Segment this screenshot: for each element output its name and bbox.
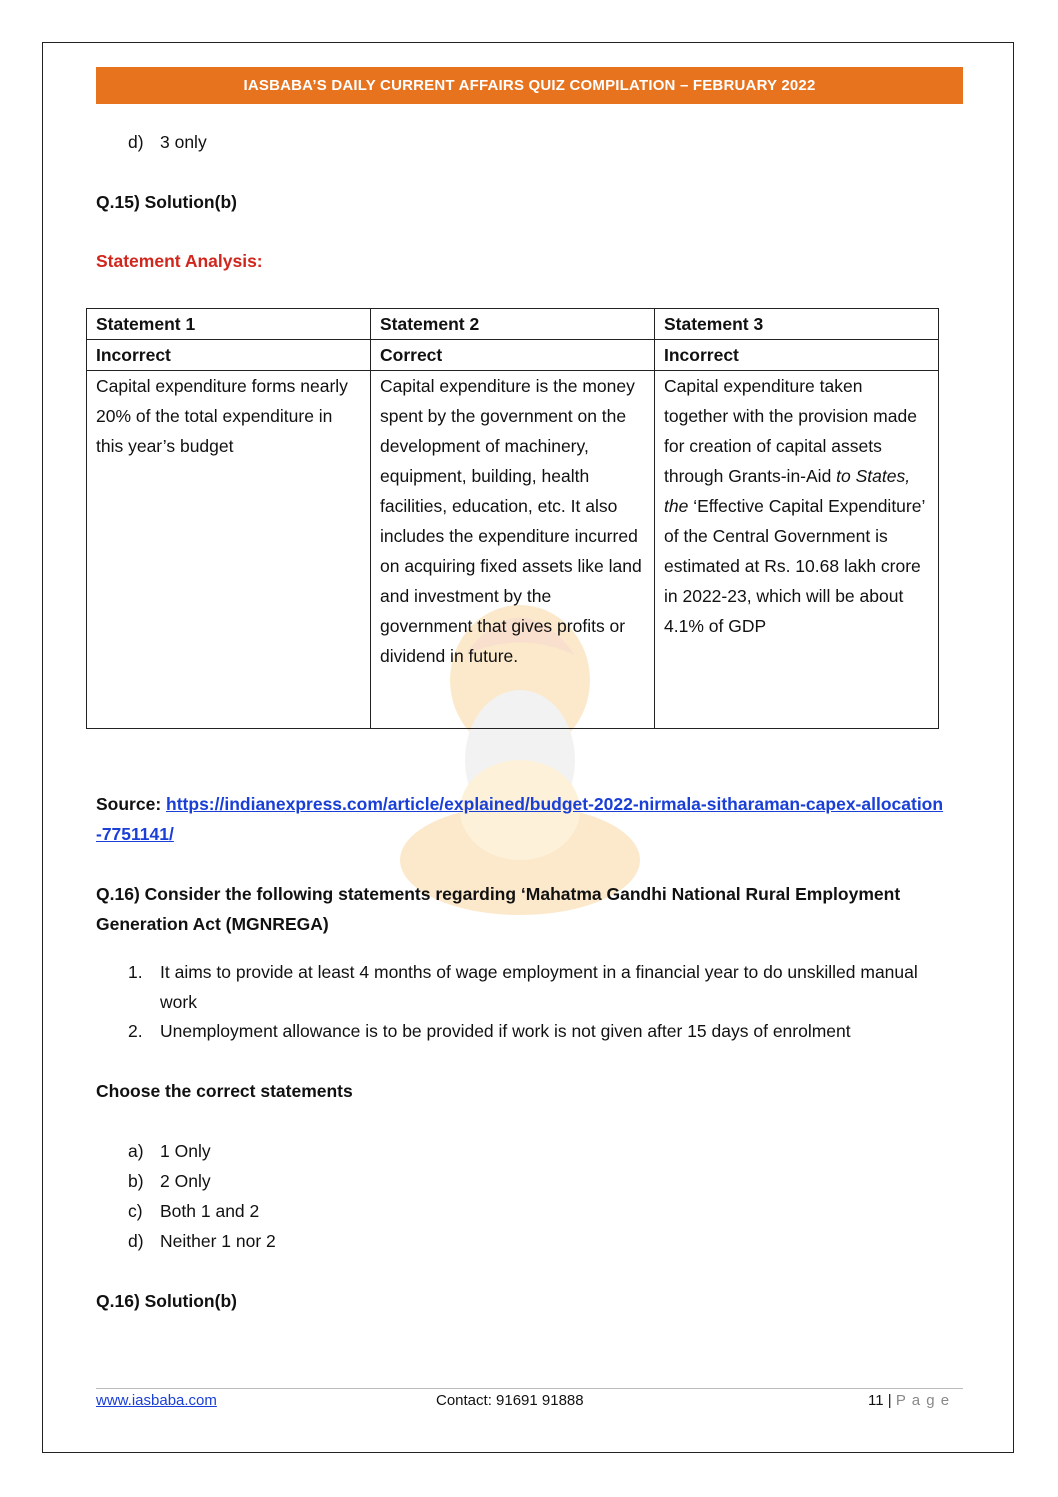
statement-1-text: Capital expenditure forms nearly 20% of the total expenditure in this year’s budget	[87, 371, 371, 729]
q16-prompt: Choose the correct statements	[96, 1081, 353, 1101]
q15-solution: Q.15) Solution(b)	[96, 192, 237, 212]
verdict-cell: Incorrect	[87, 340, 371, 371]
table-body-row	[87, 371, 939, 729]
table-header-cell: Statement 3	[655, 309, 939, 340]
footer-page-number: 11 | P a g e	[868, 1392, 951, 1409]
source-link[interactable]: https://indianexpress.com/article/explained/budget-2022-nirmala-sitharaman-capex-allocation-7751141/	[96, 794, 944, 844]
q16-statement-2: 2. Unemployment allowance is to be provided if work is not given after 15 days of enrolment	[128, 1021, 851, 1041]
q16-solution: Q.16) Solution(b)	[96, 1291, 237, 1311]
table-header-row	[87, 309, 939, 340]
statement-analysis-title: Statement Analysis:	[96, 251, 263, 271]
option-d: d) Neither 1 nor 2	[128, 1231, 276, 1251]
prev-option-d: d) 3 only	[128, 132, 207, 152]
footer-divider	[96, 1388, 963, 1389]
table-header-cell: Statement 2	[371, 309, 655, 340]
header-title: IASBABA’S DAILY CURRENT AFFAIRS QUIZ COMPILATION – FEBRUARY 2022	[96, 67, 963, 104]
statement-analysis-table	[86, 308, 939, 729]
verdict-cell: Correct	[371, 340, 655, 371]
footer-website-link[interactable]: www.iasbaba.com	[96, 1392, 217, 1409]
q16-statement-1: 1. It aims to provide at least 4 months of wage employment in a financial year to do unskilled manual work	[128, 962, 918, 1012]
statement-3-text: Capital expenditure taken together with the provision made for creation of capital assets through Grants-in-Aid to States, the ‘Effective Capital Expenditure’ of the Central Government is estimated at Rs. 10.68 lakh crore in 2022-23, which will be about 4.1% of GDP	[655, 371, 939, 729]
statement-2-text: Capital expenditure is the money spent by the government on the development of machinery, equipment, building, health facilities, education, etc. It also includes the expenditure incurred on acquiring fixed assets like land and investment by the government that gives profits or dividend in future.	[371, 371, 655, 729]
source-line: Source: https://indianexpress.com/article/explained/budget-2022-nirmala-sitharaman-capex-allocation-7751141/	[96, 794, 944, 844]
option-c: c) Both 1 and 2	[128, 1201, 260, 1221]
q16-question: Q.16) Consider the following statements regarding ‘Mahatma Gandhi National Rural Employment Generation Act (MGNREGA)	[96, 884, 901, 934]
table-verdict-row	[87, 340, 939, 371]
table-header-cell: Statement 1	[87, 309, 371, 340]
option-a: a) 1 Only	[128, 1141, 211, 1161]
footer-contact: Contact: 91691 91888	[436, 1392, 584, 1409]
verdict-cell: Incorrect	[655, 340, 939, 371]
option-b: b) 2 Only	[128, 1171, 211, 1191]
